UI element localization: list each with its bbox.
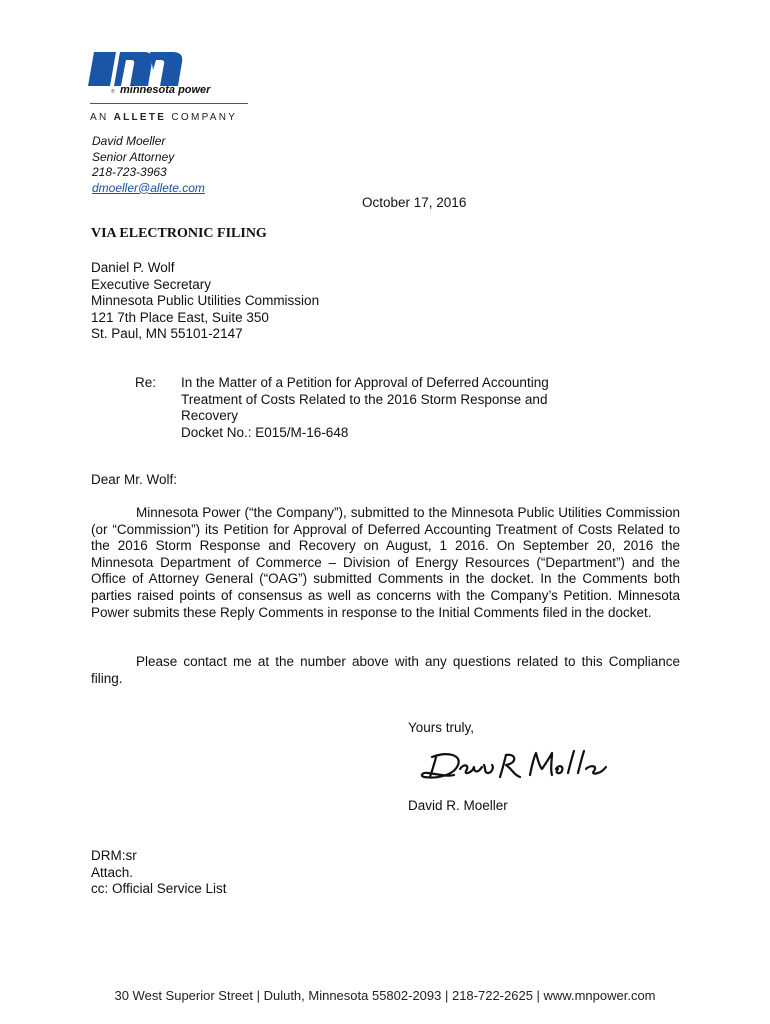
registered-mark: ® <box>111 89 115 95</box>
company-tagline: AN ALLETE COMPANY <box>90 112 238 123</box>
docket-number: Docket No.: E015/M-16-648 <box>181 424 349 440</box>
letter-date: October 17, 2016 <box>362 195 467 210</box>
letterhead-divider <box>90 103 248 104</box>
attachment-line: Attach. <box>91 864 134 880</box>
re-line: Recovery <box>181 408 239 423</box>
sender-email-link[interactable]: dmoeller@allete.com <box>92 180 205 195</box>
sender-name: David Moeller <box>92 134 166 148</box>
delivery-method: VIA ELECTRONIC FILING <box>91 226 267 241</box>
minnesota-power-logo-icon <box>88 46 184 86</box>
brand-name: minnesota power <box>120 84 211 96</box>
address-line: Daniel P. Wolf <box>91 260 175 275</box>
footer-address: 30 West Superior Street | Duluth, Minnesota 55802-2093 | 218-722-2625 | www.mnpower.com <box>114 988 656 1003</box>
address-line: Minnesota Public Utilities Commission <box>91 293 320 308</box>
handwritten-signature <box>418 747 608 785</box>
endnotes <box>91 848 227 898</box>
re-line: Treatment of Costs Related to the 2016 Storm Response and <box>181 391 548 407</box>
address-line: St. Paul, MN 55101-2147 <box>91 326 243 341</box>
signer-name: David R. Moeller <box>408 798 508 813</box>
re-label: Re: <box>135 375 157 390</box>
re-line: In the Matter of a Petition for Approval of Deferred Accounting <box>181 375 549 390</box>
salutation: Dear Mr. Wolf: <box>91 472 178 487</box>
address-line: 121 7th Place East, Suite 350 <box>91 309 269 325</box>
re-subject <box>181 375 571 441</box>
closing: Yours truly, <box>408 720 475 735</box>
body-paragraph-1: Minnesota Power (“the Company”), submitted to the Minnesota Public Utilities Commission (or “Commission”) its Petition for Approval of Deferred Accounting Treatment of Costs Related to the 2016 Storm Response and Recovery on August, 1 2016. On September 20, 2016 the Minnesota Department of Commerce – Division of Energy Resources (“Department”) and the Office of Attorney General (“OAG”) submitted Comments in the docket. In the Comments both parties raised points of consensus as well as concerns with the Company’s Petition. Minnesota Power submits these Reply Comments in response to the Initial Comments filed in the docket. <box>91 505 680 620</box>
cc-line: cc: Official Service List <box>91 881 227 897</box>
address-line: Executive Secretary <box>91 276 212 292</box>
recipient-address <box>91 260 319 343</box>
sender-title: Senior Attorney <box>92 149 175 164</box>
sender-phone: 218-723-3963 <box>92 165 167 179</box>
initials-line: DRM:sr <box>91 848 137 863</box>
body-paragraph-2: Please contact me at the number above with any questions related to this Compliance filing. <box>91 654 680 686</box>
sender-block <box>92 134 205 196</box>
